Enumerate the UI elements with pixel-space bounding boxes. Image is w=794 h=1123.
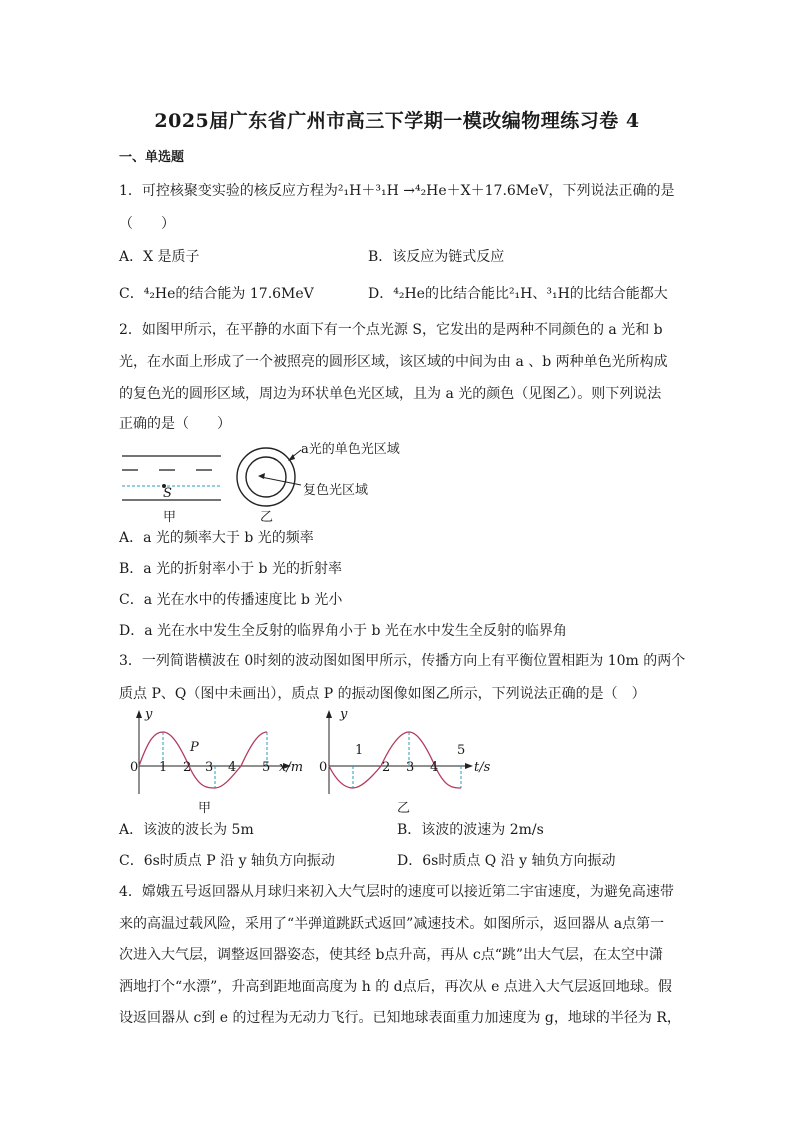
figure-caption-yi: 乙 bbox=[260, 510, 274, 525]
tick-label: 2 bbox=[183, 760, 192, 775]
figure-caption-jia: 甲 bbox=[198, 801, 212, 816]
y-axis-label: y bbox=[145, 707, 153, 722]
figure-caption-yi: 乙 bbox=[397, 801, 411, 816]
q4-stem-line1: 4．嫦娥五号返回器从月球归来初入大气层时的速度可以接近第二宇宙速度，为避免高速带 bbox=[119, 884, 674, 900]
tick-label: 5 bbox=[262, 760, 271, 775]
q4-stem-line2: 来的高温过载风险，采用了“半弹道跳跃式返回”减速技术。如图所示，返回器从 a点第一 bbox=[119, 916, 665, 932]
q3-option-b: B．该波的波速为 2m/s bbox=[397, 822, 544, 838]
t-axis-arrow bbox=[465, 763, 473, 769]
q4-stem-line3: 次进入大气层，调整返回器姿态，使其经 b点升高，再从 c点“跳”出大气层，在太空中潇 bbox=[119, 947, 664, 963]
ring-region-label: a光的单色光区域 bbox=[301, 442, 400, 457]
origin-label: 0 bbox=[319, 760, 328, 775]
tick-label: 4 bbox=[430, 760, 439, 775]
q4-stem-line4: 洒地打个“水漂”，升高到距地面高度为 h 的 d点后，再次从 e 点进入大气层返回地球。假 bbox=[119, 979, 672, 995]
q1-option-d: D．⁴₂He的比结合能比²₁H、³₁H的比结合能都大 bbox=[368, 286, 668, 302]
x-axis-label: x/m bbox=[279, 760, 304, 775]
q2-stem-line1: 2．如图甲所示，在平静的水面下有一个点光源 S，它发出的是两种不同颜色的 a 光和 b bbox=[119, 322, 663, 338]
q1-option-a: A．X 是质子 bbox=[119, 249, 200, 265]
vibration-curve bbox=[329, 732, 461, 788]
origin-label: 0 bbox=[130, 760, 139, 775]
tick-label: 3 bbox=[406, 760, 415, 775]
q3-option-a: A．该波的波长为 5m bbox=[119, 822, 254, 838]
y-axis-arrow bbox=[136, 710, 142, 718]
section-heading: 一、单选题 bbox=[119, 150, 185, 165]
tick-label: 4 bbox=[228, 760, 237, 775]
region-arrows bbox=[255, 444, 303, 494]
figure-caption-jia: 甲 bbox=[163, 510, 177, 525]
q1-option-c: C．⁴₂He的结合能为 17.6MeV bbox=[119, 286, 314, 302]
q3-stem-line2: 质点 P、Q（图中未画出），质点 P 的振动图像如图乙所示，下列说法正确的是（ ） bbox=[119, 686, 646, 702]
y-axis-arrow bbox=[326, 710, 332, 718]
page-title: 2025届广东省广州市高三下学期一模改编物理练习卷 4 bbox=[154, 110, 640, 132]
q3-option-d: D．6s时质点 Q 沿 y 轴负方向振动 bbox=[397, 853, 616, 869]
tick-label: 1 bbox=[159, 760, 168, 775]
q2-option-a: A．a 光的频率大于 b 光的频率 bbox=[119, 530, 314, 546]
tick-label: 2 bbox=[382, 760, 391, 775]
q1-stem-line2: （ ） bbox=[119, 216, 175, 232]
t-axis-label: t/s bbox=[474, 760, 491, 775]
center-arrow-line bbox=[261, 477, 301, 485]
center-arrow-head bbox=[258, 473, 265, 479]
q2-option-d: D．a 光在水中发生全反射的临界角小于 b 光在水中发生全反射的临界角 bbox=[119, 623, 567, 639]
tick-label: 1 bbox=[355, 743, 364, 758]
tick-label: 5 bbox=[457, 743, 466, 758]
point-p-label: P bbox=[190, 740, 199, 755]
q1-option-b: B．该反应为链式反应 bbox=[368, 249, 505, 265]
center-region-label: 复色光区域 bbox=[303, 483, 369, 498]
q2-option-b: B．a 光的折射率小于 b 光的折射率 bbox=[119, 561, 342, 577]
q3-stem-line1: 3．一列简谐横波在 0时刻的波动图如图甲所示，传播方向上有平衡位置相距为 10m 的两个 bbox=[119, 653, 686, 669]
point-source-label: S bbox=[163, 486, 172, 501]
q2-stem-line3: 的复色光的圆形区域，周边为环状单色光区域，且为 a 光的颜色（见图乙）。则下列说法 bbox=[119, 386, 662, 402]
q4-stem-line5: 设返回器从 c到 e 的过程为无动力飞行。已知地球表面重力加速度为 g，地球的半径为 R， bbox=[119, 1010, 681, 1026]
q3-option-c: C．6s时质点 P 沿 y 轴负方向振动 bbox=[119, 853, 335, 869]
tick-label: 3 bbox=[205, 760, 214, 775]
y-axis-label: y bbox=[340, 707, 348, 722]
q1-stem-line1: 1．可控核聚变实验的核反应方程为²₁H＋³₁H →⁴₂He＋X＋17.6MeV，下列说法正确的是 bbox=[119, 183, 675, 199]
q2-stem-line2: 光，在水面上形成了一个被照亮的圆形区域，该区域的中间为由 a 、b 两种单色光所构成 bbox=[119, 354, 668, 370]
q2-stem-line4: 正确的是（ ） bbox=[119, 416, 231, 432]
q2-option-c: C．a 光在水中的传播速度比 b 光小 bbox=[119, 592, 343, 608]
